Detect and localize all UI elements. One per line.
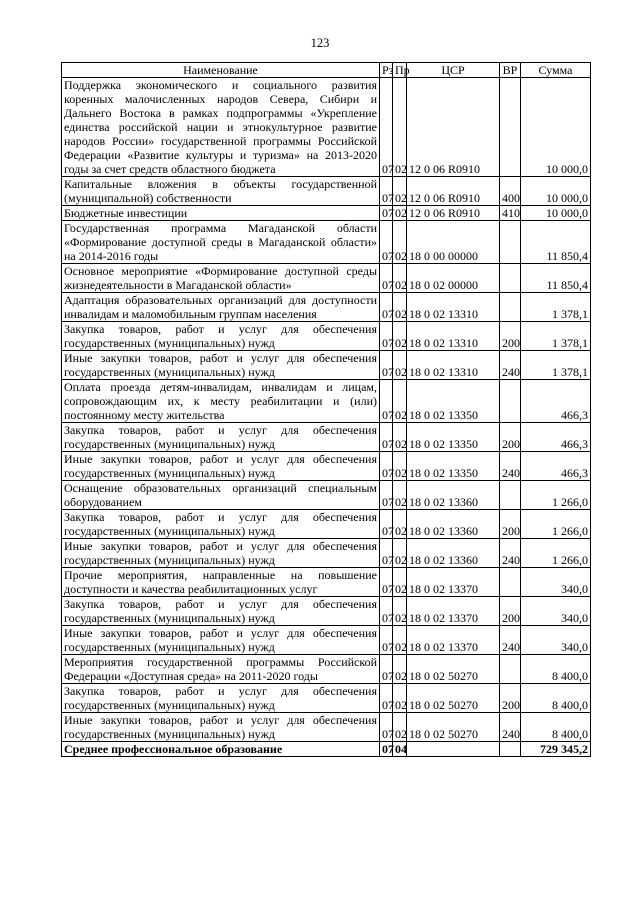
cell-name: Иные закупки товаров, работ и услуг для обеспечения государственных (муниципальных) нужд bbox=[62, 626, 380, 655]
cell-vr: 200 bbox=[500, 423, 521, 452]
cell-csr: 18 0 02 13350 bbox=[407, 380, 500, 423]
cell-pr: 04 bbox=[393, 742, 407, 757]
cell-sum: 10 000,0 bbox=[521, 206, 591, 221]
cell-csr: 18 0 00 00000 bbox=[407, 221, 500, 264]
table-row bbox=[62, 742, 591, 757]
cell-name: Основное мероприятие «Формирование доступной среды жизнедеятельности в Магаданской области» bbox=[62, 264, 380, 293]
header-name: Наименование bbox=[62, 63, 380, 78]
cell-vr: 240 bbox=[500, 351, 521, 380]
cell-pr: 02 bbox=[393, 177, 407, 206]
cell-csr: 18 0 02 13350 bbox=[407, 452, 500, 481]
table-row bbox=[62, 597, 591, 626]
header-row bbox=[62, 63, 591, 78]
cell-csr bbox=[407, 742, 500, 757]
cell-sum: 466,3 bbox=[521, 452, 591, 481]
cell-csr: 12 0 06 R0910 bbox=[407, 206, 500, 221]
header-pr: Пр bbox=[393, 63, 407, 78]
table-row bbox=[62, 423, 591, 452]
cell-rz: 07 bbox=[380, 452, 393, 481]
cell-name: Мероприятия государственной программы Российской Федерации «Доступная среда» на 2011-2020 годы bbox=[62, 655, 380, 684]
cell-rz: 07 bbox=[380, 380, 393, 423]
cell-pr: 02 bbox=[393, 206, 407, 221]
cell-csr: 18 0 02 13310 bbox=[407, 293, 500, 322]
table-row bbox=[62, 351, 591, 380]
cell-name: Бюджетные инвестиции bbox=[62, 206, 380, 221]
cell-name: Оплата проезда детям-инвалидам, инвалидам и лицам, сопровождающим их, к месту реабилитации и (или) постоянному месту жительства bbox=[62, 380, 380, 423]
cell-pr: 02 bbox=[393, 351, 407, 380]
cell-vr bbox=[500, 380, 521, 423]
table-row bbox=[62, 221, 591, 264]
cell-vr: 240 bbox=[500, 626, 521, 655]
table-row bbox=[62, 626, 591, 655]
cell-sum: 1 266,0 bbox=[521, 539, 591, 568]
cell-vr: 200 bbox=[500, 510, 521, 539]
cell-sum: 340,0 bbox=[521, 568, 591, 597]
cell-vr bbox=[500, 264, 521, 293]
cell-name: Закупка товаров, работ и услуг для обеспечения государственных (муниципальных) нужд bbox=[62, 423, 380, 452]
cell-csr: 18 0 02 00000 bbox=[407, 264, 500, 293]
cell-sum: 8 400,0 bbox=[521, 655, 591, 684]
cell-sum: 1 378,1 bbox=[521, 351, 591, 380]
cell-pr: 02 bbox=[393, 626, 407, 655]
cell-csr: 18 0 02 13310 bbox=[407, 322, 500, 351]
cell-csr: 18 0 02 13350 bbox=[407, 423, 500, 452]
header-sum: Сумма bbox=[521, 63, 591, 78]
cell-pr: 02 bbox=[393, 293, 407, 322]
cell-rz: 07 bbox=[380, 742, 393, 757]
table-row bbox=[62, 568, 591, 597]
table-row bbox=[62, 655, 591, 684]
cell-rz: 07 bbox=[380, 293, 393, 322]
cell-rz: 07 bbox=[380, 322, 393, 351]
cell-name: Поддержка экономического и социального развития коренных малочисленных народов Севера, Сибири и Дальнего Востока в рамках подпрограммы «Укрепление единства российской нации и этнокультурное развитие народов России» государственной программы Российской Федерации «Развитие культуры и туризма» на 2013-2020 годы за счет средств областного бюджета bbox=[62, 78, 380, 177]
table-row bbox=[62, 713, 591, 742]
cell-rz: 07 bbox=[380, 510, 393, 539]
table-row bbox=[62, 481, 591, 510]
cell-pr: 02 bbox=[393, 78, 407, 177]
cell-sum: 8 400,0 bbox=[521, 684, 591, 713]
cell-sum: 729 345,2 bbox=[521, 742, 591, 757]
header-csr: ЦСР bbox=[407, 63, 500, 78]
cell-pr: 02 bbox=[393, 713, 407, 742]
cell-sum: 10 000,0 bbox=[521, 177, 591, 206]
cell-pr: 02 bbox=[393, 264, 407, 293]
cell-csr: 18 0 02 50270 bbox=[407, 684, 500, 713]
cell-sum: 11 850,4 bbox=[521, 221, 591, 264]
cell-vr: 240 bbox=[500, 539, 521, 568]
cell-vr: 200 bbox=[500, 322, 521, 351]
cell-pr: 02 bbox=[393, 684, 407, 713]
cell-pr: 02 bbox=[393, 481, 407, 510]
cell-name: Закупка товаров, работ и услуг для обеспечения государственных (муниципальных) нужд bbox=[62, 597, 380, 626]
cell-name: Иные закупки товаров, работ и услуг для обеспечения государственных (муниципальных) нужд bbox=[62, 351, 380, 380]
cell-sum: 466,3 bbox=[521, 380, 591, 423]
cell-sum: 1 378,1 bbox=[521, 322, 591, 351]
cell-pr: 02 bbox=[393, 221, 407, 264]
cell-csr: 18 0 02 50270 bbox=[407, 713, 500, 742]
table-row bbox=[62, 510, 591, 539]
cell-csr: 18 0 02 50270 bbox=[407, 655, 500, 684]
header-rz: Рз bbox=[380, 63, 393, 78]
cell-vr bbox=[500, 655, 521, 684]
cell-name: Закупка товаров, работ и услуг для обеспечения государственных (муниципальных) нужд bbox=[62, 510, 380, 539]
cell-csr: 18 0 02 13360 bbox=[407, 539, 500, 568]
cell-pr: 02 bbox=[393, 452, 407, 481]
cell-csr: 18 0 02 13310 bbox=[407, 351, 500, 380]
cell-rz: 07 bbox=[380, 423, 393, 452]
cell-pr: 02 bbox=[393, 655, 407, 684]
cell-vr bbox=[500, 293, 521, 322]
cell-name: Капитальные вложения в объекты государственной (муниципальной) собственности bbox=[62, 177, 380, 206]
cell-csr: 18 0 02 13360 bbox=[407, 481, 500, 510]
cell-csr: 12 0 06 R0910 bbox=[407, 177, 500, 206]
cell-name: Среднее профессиональное образование bbox=[62, 742, 380, 757]
table-row bbox=[62, 380, 591, 423]
cell-rz: 07 bbox=[380, 351, 393, 380]
cell-csr: 18 0 02 13370 bbox=[407, 568, 500, 597]
cell-rz: 07 bbox=[380, 684, 393, 713]
table-row bbox=[62, 293, 591, 322]
cell-rz: 07 bbox=[380, 539, 393, 568]
cell-rz: 07 bbox=[380, 713, 393, 742]
cell-sum: 11 850,4 bbox=[521, 264, 591, 293]
cell-name: Государственная программа Магаданской области «Формирование доступной среды в Магаданской области» на 2014-2016 годы bbox=[62, 221, 380, 264]
cell-pr: 02 bbox=[393, 539, 407, 568]
cell-rz: 07 bbox=[380, 568, 393, 597]
cell-rz: 07 bbox=[380, 221, 393, 264]
budget-table bbox=[61, 62, 591, 757]
page-number: 123 bbox=[310, 36, 330, 50]
cell-csr: 18 0 02 13370 bbox=[407, 597, 500, 626]
cell-rz: 07 bbox=[380, 78, 393, 177]
cell-sum: 1 378,1 bbox=[521, 293, 591, 322]
cell-name: Оснащение образовательных организаций специальным оборудованием bbox=[62, 481, 380, 510]
cell-vr bbox=[500, 568, 521, 597]
cell-csr: 18 0 02 13370 bbox=[407, 626, 500, 655]
cell-sum: 466,3 bbox=[521, 423, 591, 452]
table-row bbox=[62, 264, 591, 293]
cell-sum: 10 000,0 bbox=[521, 78, 591, 177]
cell-pr: 02 bbox=[393, 380, 407, 423]
cell-name: Иные закупки товаров, работ и услуг для обеспечения государственных (муниципальных) нужд bbox=[62, 539, 380, 568]
cell-pr: 02 bbox=[393, 322, 407, 351]
cell-pr: 02 bbox=[393, 510, 407, 539]
cell-vr bbox=[500, 742, 521, 757]
cell-pr: 02 bbox=[393, 568, 407, 597]
cell-sum: 1 266,0 bbox=[521, 481, 591, 510]
cell-sum: 8 400,0 bbox=[521, 713, 591, 742]
table-row bbox=[62, 684, 591, 713]
cell-name: Прочие мероприятия, направленные на повышение доступности и качества реабилитационных услуг bbox=[62, 568, 380, 597]
table-row bbox=[62, 322, 591, 351]
header-vr: ВР bbox=[500, 63, 521, 78]
cell-name: Иные закупки товаров, работ и услуг для обеспечения государственных (муниципальных) нужд bbox=[62, 452, 380, 481]
cell-rz: 07 bbox=[380, 597, 393, 626]
cell-rz: 07 bbox=[380, 626, 393, 655]
cell-name: Закупка товаров, работ и услуг для обеспечения государственных (муниципальных) нужд bbox=[62, 322, 380, 351]
table-row bbox=[62, 452, 591, 481]
cell-rz: 07 bbox=[380, 264, 393, 293]
cell-name: Адаптация образовательных организаций для доступности инвалидам и маломобильным группам населения bbox=[62, 293, 380, 322]
cell-sum: 1 266,0 bbox=[521, 510, 591, 539]
table-header bbox=[62, 63, 591, 78]
cell-csr: 12 0 06 R0910 bbox=[407, 78, 500, 177]
cell-sum: 340,0 bbox=[521, 626, 591, 655]
cell-vr: 200 bbox=[500, 684, 521, 713]
cell-name: Закупка товаров, работ и услуг для обеспечения государственных (муниципальных) нужд bbox=[62, 684, 380, 713]
table-row bbox=[62, 539, 591, 568]
cell-sum: 340,0 bbox=[521, 597, 591, 626]
cell-pr: 02 bbox=[393, 597, 407, 626]
cell-csr: 18 0 02 13360 bbox=[407, 510, 500, 539]
cell-vr: 410 bbox=[500, 206, 521, 221]
cell-vr bbox=[500, 481, 521, 510]
table-row bbox=[62, 206, 591, 221]
cell-rz: 07 bbox=[380, 481, 393, 510]
cell-rz: 07 bbox=[380, 206, 393, 221]
cell-vr bbox=[500, 78, 521, 177]
cell-name: Иные закупки товаров, работ и услуг для обеспечения государственных (муниципальных) нужд bbox=[62, 713, 380, 742]
table-row bbox=[62, 78, 591, 177]
cell-pr: 02 bbox=[393, 423, 407, 452]
cell-vr: 200 bbox=[500, 597, 521, 626]
cell-rz: 07 bbox=[380, 177, 393, 206]
cell-vr bbox=[500, 221, 521, 264]
cell-vr: 400 bbox=[500, 177, 521, 206]
table-row bbox=[62, 177, 591, 206]
cell-vr: 240 bbox=[500, 713, 521, 742]
table-body bbox=[62, 78, 591, 757]
cell-rz: 07 bbox=[380, 655, 393, 684]
cell-vr: 240 bbox=[500, 452, 521, 481]
